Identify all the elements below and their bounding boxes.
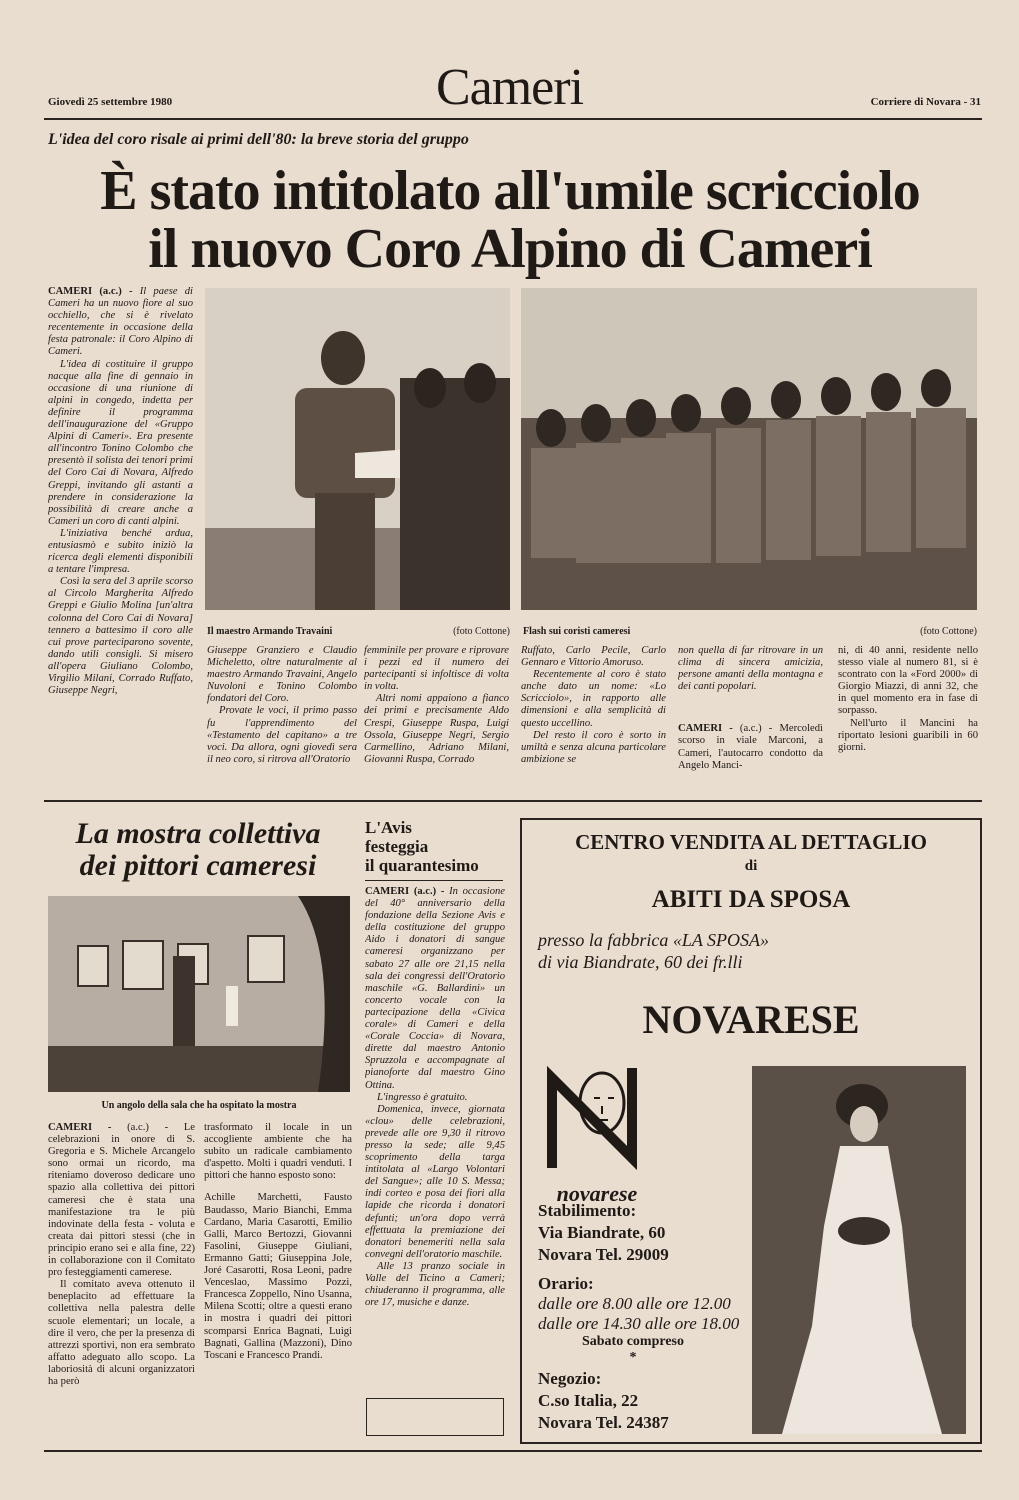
- avis-column: [365, 886, 505, 1386]
- photo-coristi-credit: (foto Cottone): [920, 626, 977, 637]
- story-paragraph: Altri nomi appaiono a fianco dei primi e precisamente Aldo Crespi, Giuseppe Ruspa, Luigi Ossola, Giuseppe Negri, Sergio Carmellino, Adriano Milani, Giovanni Ruspa, Corrado: [364, 693, 509, 765]
- photo-mostra: [48, 896, 350, 1092]
- orario-afternoon: dalle ore 14.30 alle ore 18.00: [538, 1314, 740, 1333]
- avis-headline: [365, 818, 505, 875]
- story-paragraph: femminile per provare e riprovare i pezzi ed il numero dei partecipanti si infoltisce di volta in volta.: [364, 645, 509, 693]
- photo-maestro: [205, 288, 510, 610]
- avis-paragraph: L'ingresso è gratuito.: [377, 1091, 468, 1103]
- story-kicker: L'idea del coro risale ai primi dell'80: la breve storia del gruppo: [48, 131, 469, 148]
- orario-morning: dalle ore 8.00 alle ore 12.00: [538, 1294, 731, 1313]
- orario-label: Orario:: [538, 1274, 594, 1293]
- avis-text: In occasione del 40° anniversario della fondazione della Sezione Avis e della costituzione del gruppo Aido i donatori di sangue cameresi organizzano per sabato 27 alle ore 21,15 nella sala dei congressi dell'Oratorio maschile «G. Ballardini» un concerto vocale con la partecipazione della «Civica corale» di Cameri e della «Corale Coccia» di Novara, dirette dal maestro Antonio Spruzzola e accompagnate al pianoforte dal maestro Gino Ottina.: [365, 886, 505, 1091]
- ad-line-3: ABITI DA SPOSA: [651, 886, 851, 913]
- story-column-6: [838, 645, 978, 795]
- story-paragraph: Recentemente al coro è stato anche dato un nome: «Lo Scricciolo», in rapporto alle dimensioni e alla semplicità di questo uccellino.: [521, 669, 666, 729]
- photo-maestro-credit: (foto Cottone): [453, 626, 510, 637]
- ad-negozio: [538, 1368, 669, 1434]
- avis-headline-line-2: festeggia: [365, 837, 429, 856]
- photo-coristi: [521, 288, 977, 610]
- brief-byline: CAMERI -: [678, 723, 740, 735]
- brief-paragraph: Nell'urto il Mancini ha riportato lesioni guaribili in 60 giorni.: [838, 717, 978, 753]
- section-rule: [44, 800, 982, 802]
- negozio-address: C.so Italia, 22: [538, 1391, 639, 1410]
- story-paragraph: non quella di far ritrovare in un clima di sincera amicizia, persone amanti della montagna e dei canti popolari.: [678, 645, 823, 693]
- avis-paragraph: Domenica, invece, giornata «clou» delle celebrazioni, prevede alle ore 9,30 il ritrovo presso la sede; alle 9,45 scoprimento della targa intitolata al «Largo Volontari del Sangue»; alle 10 S. Messa; indi corteo e posa dei fiori alla lapide che ricorda i donatori defunti; un'ora dopo verrà effettuata la premiazione dei donatori benemeriti nella sala convegni dell'oratorio maschile.: [365, 1103, 505, 1260]
- section-title: Cameri: [435, 59, 584, 116]
- orario-star: *: [629, 1350, 637, 1365]
- ad-stabilimento: [538, 1200, 669, 1266]
- mostra-headline: [48, 818, 348, 882]
- stabilimento-phone: Novara Tel. 29009: [538, 1245, 669, 1264]
- story-paragraph: Del resto il coro è sorto in umiltà e senza alcuna particolare ambizione se: [521, 729, 666, 765]
- avis-blank-box: [366, 1398, 504, 1436]
- avis-paragraph: Alle 13 pranzo sociale in Valle del Ticino a Cameri; chiuderanno il programma, alle ore 17, musiche e danze.: [365, 1260, 505, 1309]
- brief-paragraph: ni, di 40 anni, residente nello stesso viale al numero 81, si è scontrato con la «Ford 2000» di Giorgio Miazzi, di anni 32, che in quel momento era in fase di sorpasso.: [838, 645, 978, 717]
- story-column-4: [521, 645, 666, 795]
- lead-text: Il paese di Cameri ha un nuovo fiore al suo occhiello, che si è rivelato recentemente in occasione della festa patronale: il Coro Alpino di Cameri.: [48, 286, 193, 358]
- mostra-text: (a.c.) - Le celebrazioni in onore di S. Gregoria e S. Michele Arcangelo sono ormai un ricordo, ma riteniamo doveroso dedicare uno spazio alla collettiva dei pittori cameresi che è stata una manifestazione tra le più indovinate della festa - voluta e creata dai pittori stessi (che in principio erano sei e alla fine, 22) in collaborazione con il Comitato pro festeggiamenti camerese.: [48, 1122, 195, 1279]
- ad-line-1: CENTRO VENDITA AL DETTAGLIO: [575, 830, 927, 854]
- avis-rule: [365, 880, 503, 881]
- bottom-rule: [44, 1450, 982, 1452]
- story-paragraph: L'iniziativa benché ardua, entusiasmò e subito iniziò la ricerca degli elementi disponibili a tentare l'impresa.: [48, 527, 193, 576]
- headline-line-2: il nuovo Coro Alpino di Cameri: [148, 218, 872, 280]
- ad-line-5: di via Biandrate, 60 dei fr.lli: [538, 952, 743, 972]
- mostra-paragraph: trasformato il locale in un accogliente ambiente che ha subito un radicale cambiamento d'aspetto. Molti i quadri venduti. I pittori che hanno esposto sono:: [204, 1122, 352, 1182]
- photo-bride-image: [752, 1066, 966, 1434]
- stabilimento-address: Via Biandrate, 60: [538, 1223, 666, 1242]
- mostra-headline-line-2: dei pittori cameresi: [79, 849, 317, 882]
- ad-brand: NOVARESE: [642, 997, 860, 1042]
- negozio-phone: Novara Tel. 24387: [538, 1413, 669, 1432]
- novarese-logo: [532, 1058, 662, 1206]
- mostra-headline-line-1: La mostra collettiva: [75, 817, 321, 850]
- brief-text: (a.c.) - Mercoledì scorso in viale Marconi, a Cameri, l'autocarro condotto da Angelo Manci-: [678, 723, 823, 771]
- story-paragraph: Così la sera del 3 aprile scorso al Circolo Margherita Alfredo Greppi e Giulio Molina [un'altra colonna del Coro Cai di Novara] tennero a battesimo il coro alle cui prove parteciparono sovente, dando utili consigli. Si misero all'opera Giuliano Colombo, Virgilio Milani, Corrado Ruffato, Giuseppe Negri,: [48, 576, 193, 697]
- mostra-column-2: [204, 1122, 352, 1440]
- story-column-5: [678, 645, 823, 795]
- ad-line-2: di: [744, 858, 758, 874]
- page-folio: Corriere di Novara - 31: [870, 96, 981, 108]
- story-column-3: [364, 645, 509, 795]
- mostra-painters-list: Achille Marchetti, Fausto Baudasso, Mario Bianchi, Emma Cardano, Maria Casarotti, Emilio Galli, Marco Bertozzi, Giovanni Fasolini, Giuseppe Giuliani, Ermanno Gatti; Giuseppina Jole, Joré Casarotti, Rosa Leoni, padre Venceslao, Massimo Pozzi, Francesca Zoppello, Nino Usanna, Milena Scotti; oltre a questi erano in mostra i quadri dei pittori scomparsi Enrica Bagnati, Luigi Bagnati, Gallina (Mazzoni), Dino Toscani e Francesco Prandi.: [204, 1192, 352, 1361]
- photo-mostra-image: [48, 896, 350, 1092]
- headline-line-1: È stato intitolato all'umile scricciolo: [100, 160, 920, 222]
- stabilimento-label: Stabilimento:: [538, 1201, 637, 1220]
- avis-headline-line-3: il quarantesimo: [365, 856, 479, 875]
- story-column-1: [48, 286, 193, 794]
- lead-byline: CAMERI (a.c.) -: [48, 286, 140, 297]
- orario-saturday: Sabato compreso: [581, 1334, 685, 1349]
- photo-bride: [752, 1066, 966, 1434]
- issue-date: Giovedì 25 settembre 1980: [48, 96, 173, 108]
- photo-maestro-image: [205, 288, 510, 610]
- mostra-byline: CAMERI -: [48, 1122, 128, 1133]
- avis-headline-line-1: L'Avis: [365, 818, 412, 837]
- masthead-rule: [44, 118, 982, 120]
- mostra-paragraph: Il comitato aveva ottenuto il beneplacito ad effettuare la collettiva nella palestra delle scuole elementari; un locale, a dire il vero, che per la presenza di attrezzi sportivi, non era sembrato affatto adeguato allo scopo. La laboriosità di alcuni organizzatori ha però: [48, 1279, 195, 1387]
- ad-orario-note: [538, 1334, 728, 1366]
- story-paragraph: Giuseppe Granziero e Claudio Micheletto, oltre naturalmente al maestro Armando Travaini, Angelo Nuvoloni e Tonino Colombo fondatori del Coro.: [207, 645, 357, 705]
- photo-coristi-caption: Flash sui coristi cameresi: [523, 626, 631, 637]
- mostra-column-1: [48, 1122, 195, 1440]
- photo-coristi-image: [521, 288, 977, 610]
- photo-maestro-caption: Il maestro Armando Travaini: [207, 626, 333, 637]
- ad-line-4: presso la fabbrica «LA SPOSA»: [538, 930, 770, 950]
- story-paragraph: Provate le voci, il primo passo fu l'apprendimento del «Testamento del capitano» a tre voci. Da allora, ogni giovedì sera il neo coro, si ritrova all'Oratorio: [207, 705, 357, 765]
- ad-box: [520, 818, 982, 1444]
- story-paragraph: L'idea di costituire il gruppo nacque alla fine di gennaio in occasione di una riunione di alpini in congedo, indetta per definire il programma dell'inaugurazione del «Gruppo Alpini di Cameri». Era presente all'incontro Tonino Colombo che presentò il solista dei tenori primi del Coro Cai di Novara, Alfredo Greppi, invitando gli astanti a prendere in considerazione la possibilità di creare anche a Cameri un coro di canti alpini.: [48, 358, 193, 527]
- story-paragraph: Ruffato, Carlo Pecile, Carlo Gennaro e Vittorio Amoruso.: [521, 645, 666, 669]
- avis-byline: CAMERI (a.c.) -: [365, 886, 450, 897]
- novarese-logo-icon: [532, 1058, 662, 1178]
- ad-orario: [538, 1274, 739, 1334]
- story-column-2: [207, 645, 357, 795]
- story-headline: [30, 162, 990, 278]
- negozio-label: Negozio:: [538, 1369, 602, 1388]
- novarese-logo-text: novarese: [556, 1181, 638, 1206]
- mostra-photo-caption: Un angolo della sala che ha ospitato la mostra: [101, 1100, 297, 1111]
